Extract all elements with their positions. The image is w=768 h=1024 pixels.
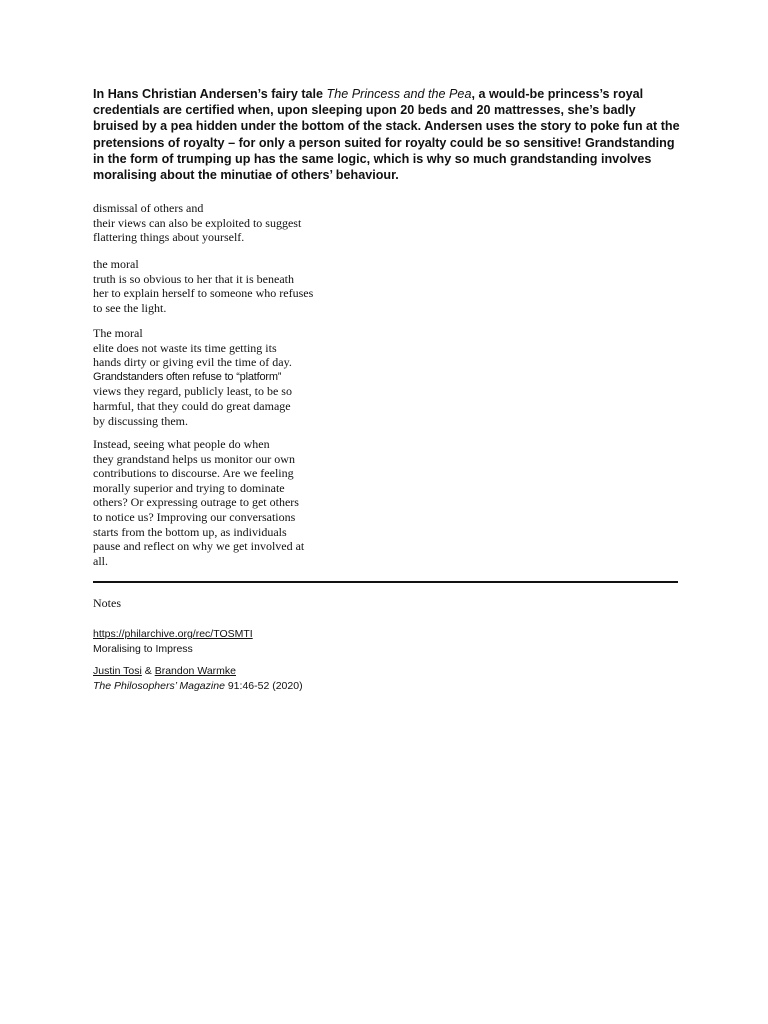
text-line: Instead, seeing what people do when [93,437,270,451]
paragraph-moral-elite [93,326,343,428]
text-line: to notice us? Improving our conversations [93,509,296,524]
author-link-tosi[interactable]: Justin Tosi [93,665,142,677]
text-line: her to explain herself to someone who refuses [93,286,314,301]
source-link[interactable]: https://philarchive.org/rec/TOSMTI [93,628,253,640]
journal-name: The Philosophers’ Magazine [93,679,225,692]
paragraph-instead [93,437,343,568]
citation-line [93,679,303,694]
horizontal-divider [93,581,678,583]
text-line: they grandstand helps us monitor our own [93,451,295,466]
text-line: morally superior and trying to dominate [93,480,285,495]
text-line: starts from the bottom up, as individuals [93,524,287,539]
text-line: flattering things about yourself. [93,230,245,245]
paragraph-moral-truth [93,257,343,315]
notes-heading: Notes [93,596,121,610]
intro-rest: , a would-be princess’s royal credentials are certified when, upon sleeping upon 20 beds and 20 mattresses, she’s badly bruised by a pea hidden under the bottom of the stack. Andersen uses the story to poke fun at the pretensions of royalty – for only a person suited for royalty could be so sensitive! Grandstanding in the form of trumping up has the same logic, which is why so much grandstanding involves moralising about the minutiae of others’ behaviour. [93,87,680,183]
text-line: hands dirty or giving evil the time of day. [93,355,292,370]
story-title: The Princess and the Pea [326,87,472,101]
text-line: The moral [93,326,143,340]
text-line: elite does not waste its time getting its [93,340,277,355]
text-line: the moral [93,257,139,271]
citation-details: 91:46-52 (2020) [227,679,303,692]
authors-line [93,664,303,679]
article-title: Moralising to Impress [93,642,193,655]
text-line: harmful, that they could do great damage [93,398,291,413]
text-line: pause and reflect on why we get involved at [93,539,305,554]
notes-section [93,627,303,693]
text-line: Grandstanders often refuse to “platform” [93,370,282,383]
text-line: others? Or expressing outrage to get others [93,495,299,510]
intro-paragraph [93,86,683,183]
text-line: dismissal of others and [93,201,204,215]
text-line: truth is so obvious to her that it is beneath [93,271,294,286]
intro-prefix: In Hans Christian Andersen’s fairy tale [93,87,327,101]
author-link-warmke[interactable]: Brandon Warmke [154,665,237,677]
paragraph-dismissal [93,201,343,245]
text-line: contributions to discourse. Are we feeling [93,466,294,481]
text-line: views they regard, publicly least, to be so [93,384,292,399]
text-line: their views can also be exploited to suggest [93,215,302,230]
ampersand: & [144,665,152,677]
text-line: by discussing them. [93,413,188,428]
text-line: all. [93,553,108,568]
text-line: to see the light. [93,300,167,315]
